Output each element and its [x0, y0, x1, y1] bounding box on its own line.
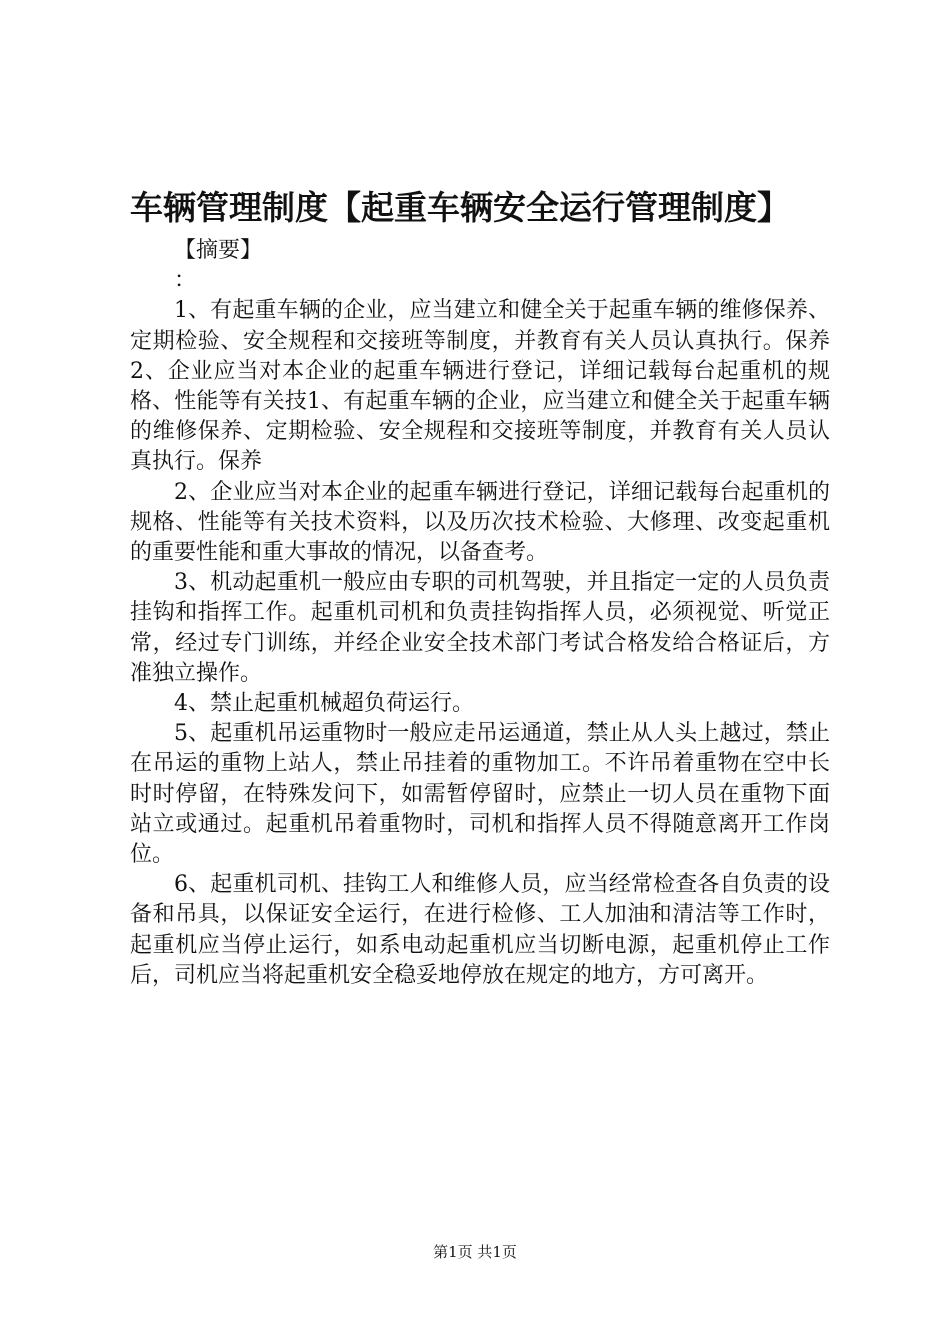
paragraph-6: 6、起重机司机、挂钩工人和维修人员，应当经常检查各自负责的设备和吊具，以保证安全运行，在进行检修、工人加油和清洁等工作时，起重机应当停止运行，如系电动起重机应当切断电源，起重机停止工作后，司机应当将起重机安全稳妥地停放在规定的地方，方可离开。 [130, 872, 830, 988]
paragraph-1: 1、有起重车辆的企业，应当建立和健全关于起重车辆的维修保养、定期检验、安全规程和交接班等制度，并教育有关人员认真执行。保养2、企业应当对本企业的起重车辆进行登记，详细记载每台起重机的规格、性能等有关技1、有起重车辆的企业，应当建立和健全关于起重车辆的维修保养、定期检验、安全规程和交接班等制度，并教育有关人员认真执行。保养 [130, 298, 830, 475]
paragraph-3: 3、机动起重机一般应由专职的司机驾驶，并且指定一定的人员负责挂钩和指挥工作。起重机司机和负责挂钩指挥人员，必须视觉、听觉正常，经过专门训练，并经企业安全技术部门考试合格发给合格证后，方准独立操作。 [130, 570, 830, 686]
page-footer: 第1页 共1页 [433, 1243, 517, 1261]
abstract-colon: ： [174, 268, 197, 294]
abstract-label: 【摘要】 [174, 238, 263, 263]
document-body [130, 236, 830, 991]
paragraph-4: 4、禁止起重机械超负荷运行。 [174, 691, 474, 717]
document-title: 车辆管理制度【起重车辆安全运行管理制度】 [130, 188, 790, 227]
paragraph-5: 5、起重机吊运重物时一般应走吊运通道，禁止从人头上越过，禁止在吊运的重物上站人，禁止吊挂着的重物加工。不许吊着重物在空中长时时停留，在特殊发问下，如需暂停留时，应禁止一切人员在重物下面站立或通过。起重机吊着重物时，司机和指挥人员不得随意离开工作岗位。 [130, 721, 830, 868]
paragraph-2: 2、企业应当对本企业的起重车辆进行登记，详细记载每台起重机的规格、性能等有关技术资料，以及历次技术检验、大修理、改变起重机的重要性能和重大事故的情况，以备查考。 [130, 479, 830, 566]
